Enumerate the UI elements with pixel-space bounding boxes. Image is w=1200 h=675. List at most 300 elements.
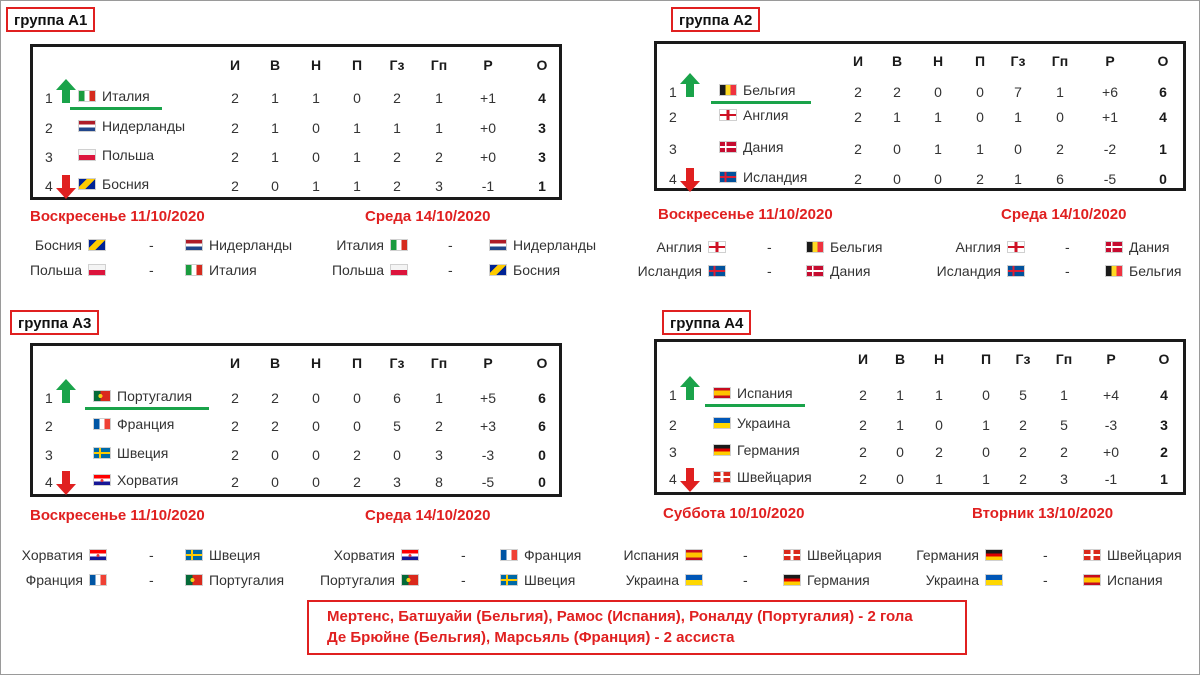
column-header: О xyxy=(1157,53,1169,69)
away-team-name: Бельгия xyxy=(1129,263,1182,279)
home-team-name: Хорватия xyxy=(21,547,83,563)
home-team-name: Испания xyxy=(623,547,679,563)
stat-value: 2 xyxy=(353,447,361,463)
away-team xyxy=(806,239,882,255)
stat-value: -5 xyxy=(1103,171,1117,187)
matchday-title: Суббота 10/10/2020 xyxy=(663,505,805,522)
leader-underline xyxy=(711,101,811,104)
ukraine-flag-icon xyxy=(985,574,1003,586)
column-header: П xyxy=(351,57,363,73)
matchday-title: Среда 14/10/2020 xyxy=(1001,206,1127,223)
stat-value: 1 xyxy=(896,417,904,433)
team-name: Хорватия xyxy=(117,472,179,488)
stat-value: 2 xyxy=(1019,471,1027,487)
column-header: Р xyxy=(1106,351,1116,367)
stat-value: 1 xyxy=(896,387,904,403)
stat-value: +1 xyxy=(480,90,496,106)
home-team xyxy=(638,263,726,279)
stat-value: 0 xyxy=(393,447,401,463)
stat-value: 1 xyxy=(1060,387,1068,403)
stat-value: +0 xyxy=(480,149,496,165)
team-cell xyxy=(93,388,192,404)
versus-dash: - xyxy=(1065,263,1070,279)
stat-value: +0 xyxy=(480,120,496,136)
arrow-down-icon xyxy=(679,167,701,198)
italy-flag-icon xyxy=(390,239,408,251)
stat-value: 0 xyxy=(893,171,901,187)
belgium-flag-icon xyxy=(1105,265,1123,277)
stat-value: 0 xyxy=(896,444,904,460)
stat-value: 2 xyxy=(1019,444,1027,460)
team-cell xyxy=(713,385,793,401)
position-number: 4 xyxy=(669,171,677,187)
points-value: 4 xyxy=(538,90,546,106)
home-team xyxy=(30,262,106,278)
team-name: Швейцария xyxy=(737,469,812,485)
stat-value: 1 xyxy=(934,109,942,125)
team-name: Англия xyxy=(743,107,789,123)
home-team xyxy=(937,263,1025,279)
stat-value: 2 xyxy=(231,474,239,490)
group-label: группа А3 xyxy=(10,310,99,335)
stat-value: 0 xyxy=(935,417,943,433)
team-name: Франция xyxy=(117,416,175,432)
stat-value: 2 xyxy=(976,171,984,187)
home-team-name: Исландия xyxy=(637,263,702,279)
team-name: Испания xyxy=(737,385,793,401)
home-team xyxy=(657,239,726,255)
stat-value: 2 xyxy=(859,387,867,403)
england-flag-icon xyxy=(719,109,737,121)
arrow-up-icon xyxy=(55,378,77,409)
points-value: 1 xyxy=(538,178,546,194)
ukraine-flag-icon xyxy=(685,574,703,586)
versus-dash: - xyxy=(1065,239,1070,255)
stat-value: 0 xyxy=(312,120,320,136)
portugal-flag-icon xyxy=(185,574,203,586)
stat-value: 2 xyxy=(393,178,401,194)
stat-value: 2 xyxy=(935,444,943,460)
points-value: 6 xyxy=(1159,84,1167,100)
stat-value: 2 xyxy=(231,447,239,463)
away-team-name: Испания xyxy=(1107,572,1163,588)
stat-value: 2 xyxy=(231,120,239,136)
points-value: 6 xyxy=(538,418,546,434)
column-header: Гз xyxy=(389,57,405,73)
home-team xyxy=(320,572,419,588)
stat-value: 2 xyxy=(893,84,901,100)
stat-value: -5 xyxy=(481,474,495,490)
stat-value: 1 xyxy=(435,390,443,406)
versus-dash: - xyxy=(743,547,748,563)
away-team-name: Франция xyxy=(524,547,582,563)
croatia-flag-icon xyxy=(401,549,419,561)
versus-dash: - xyxy=(149,237,154,253)
stat-value: 2 xyxy=(854,84,862,100)
team-cell xyxy=(719,82,795,98)
stat-value: 1 xyxy=(353,149,361,165)
stat-value: 2 xyxy=(859,444,867,460)
stat-value: +3 xyxy=(480,418,496,434)
spain-flag-icon xyxy=(713,387,731,399)
away-team xyxy=(500,547,581,563)
stat-value: -2 xyxy=(1103,141,1117,157)
stat-value: 2 xyxy=(231,390,239,406)
stat-value: 2 xyxy=(859,417,867,433)
stat-value: 0 xyxy=(893,141,901,157)
position-number: 1 xyxy=(45,90,53,106)
stat-value: 1 xyxy=(353,178,361,194)
stat-value: 0 xyxy=(271,178,279,194)
group-label: группа А2 xyxy=(671,7,760,32)
home-team-name: Исландия xyxy=(936,263,1001,279)
home-team-name: Италия xyxy=(336,237,384,253)
stat-value: -1 xyxy=(1104,471,1118,487)
column-header: О xyxy=(536,355,548,371)
home-team xyxy=(916,547,1003,563)
arrow-down-icon xyxy=(55,174,77,205)
stat-value: 1 xyxy=(353,120,361,136)
away-team xyxy=(783,572,870,588)
team-name: Польша xyxy=(102,147,155,163)
away-team xyxy=(500,572,575,588)
versus-dash: - xyxy=(743,572,748,588)
away-team xyxy=(783,547,882,563)
sweden-flag-icon xyxy=(185,549,203,561)
team-cell xyxy=(719,139,783,155)
top-scorers-box xyxy=(307,600,967,655)
stat-value: 1 xyxy=(271,120,279,136)
team-name: Дания xyxy=(743,139,784,155)
column-header: П xyxy=(351,355,363,371)
sweden-flag-icon xyxy=(500,574,518,586)
team-name: Швеция xyxy=(117,445,169,461)
team-name: Исландия xyxy=(743,169,808,185)
away-team-name: Италия xyxy=(209,262,257,278)
denmark-flag-icon xyxy=(1105,241,1123,253)
away-team-name: Нидерланды xyxy=(513,237,597,253)
team-name: Португалия xyxy=(117,388,193,404)
column-header: Гп xyxy=(1051,53,1069,69)
stat-value: 0 xyxy=(353,418,361,434)
home-team xyxy=(623,547,703,563)
team-cell xyxy=(93,472,178,488)
home-team xyxy=(336,237,408,253)
germany-flag-icon xyxy=(713,444,731,456)
leader-underline xyxy=(70,107,162,110)
team-cell xyxy=(713,469,812,485)
position-number: 3 xyxy=(45,149,53,165)
stat-value: 7 xyxy=(1014,84,1022,100)
croatia-flag-icon xyxy=(89,549,107,561)
stat-value: 1 xyxy=(982,417,990,433)
belgium-flag-icon xyxy=(719,84,737,96)
position-number: 1 xyxy=(669,84,677,100)
team-cell xyxy=(713,442,800,458)
stat-value: 1 xyxy=(982,471,990,487)
position-number: 2 xyxy=(669,109,677,125)
netherlands-flag-icon xyxy=(185,239,203,251)
column-header: В xyxy=(269,355,281,371)
home-team-name: Португалия xyxy=(319,572,395,588)
column-header: Н xyxy=(310,355,322,371)
team-cell xyxy=(78,176,149,192)
stat-value: 6 xyxy=(393,390,401,406)
england-flag-icon xyxy=(1007,241,1025,253)
versus-dash: - xyxy=(149,262,154,278)
home-team-name: Украина xyxy=(625,572,679,588)
bosnia-flag-icon xyxy=(78,178,96,190)
group-label: группа А1 xyxy=(6,7,95,32)
home-team-name: Хорватия xyxy=(333,547,395,563)
poland-flag-icon xyxy=(390,264,408,276)
stat-value: 0 xyxy=(934,171,942,187)
stat-value: 0 xyxy=(271,474,279,490)
position-number: 2 xyxy=(45,418,53,434)
column-header: Р xyxy=(483,355,493,371)
stat-value: 0 xyxy=(312,149,320,165)
position-number: 2 xyxy=(45,120,53,136)
away-team xyxy=(1083,547,1182,563)
sweden-flag-icon xyxy=(93,447,111,459)
stat-value: 2 xyxy=(393,90,401,106)
stat-value: 2 xyxy=(231,149,239,165)
away-team xyxy=(185,547,260,563)
stat-value: 1 xyxy=(934,141,942,157)
stat-value: 1 xyxy=(435,90,443,106)
column-header: О xyxy=(536,57,548,73)
points-value: 3 xyxy=(538,149,546,165)
france-flag-icon xyxy=(500,549,518,561)
points-value: 0 xyxy=(538,447,546,463)
points-value: 3 xyxy=(538,120,546,136)
column-header: Р xyxy=(1105,53,1115,69)
team-cell xyxy=(93,445,168,461)
stat-value: -1 xyxy=(481,178,495,194)
poland-flag-icon xyxy=(78,149,96,161)
bosnia-flag-icon xyxy=(88,239,106,251)
switzerland-flag-icon xyxy=(783,549,801,561)
away-team xyxy=(489,262,560,278)
versus-dash: - xyxy=(767,239,772,255)
stat-value: 0 xyxy=(976,109,984,125)
stat-value: 0 xyxy=(896,471,904,487)
matchday-title: Вторник 13/10/2020 xyxy=(972,505,1114,522)
away-team-name: Германия xyxy=(807,572,870,588)
stat-value: 0 xyxy=(1014,141,1022,157)
away-team xyxy=(185,572,284,588)
stat-value: 1 xyxy=(1014,171,1022,187)
stat-value: -3 xyxy=(1104,417,1118,433)
away-team xyxy=(185,262,257,278)
column-header: П xyxy=(980,351,992,367)
stat-value: 0 xyxy=(312,474,320,490)
home-team-name: Англия xyxy=(656,239,702,255)
stat-value: 2 xyxy=(393,149,401,165)
stat-value: 0 xyxy=(353,390,361,406)
points-value: 3 xyxy=(1160,417,1168,433)
away-team-name: Нидерланды xyxy=(209,237,293,253)
stat-value: 1 xyxy=(271,90,279,106)
away-team xyxy=(1105,239,1169,255)
away-team-name: Швейцария xyxy=(1107,547,1182,563)
matchday-title: Среда 14/10/2020 xyxy=(365,208,491,225)
column-header: Гз xyxy=(389,355,405,371)
stat-value: 2 xyxy=(1019,417,1027,433)
iceland-flag-icon xyxy=(1007,265,1025,277)
stat-value: 2 xyxy=(1056,141,1064,157)
column-header: Р xyxy=(483,57,493,73)
arrow-down-icon xyxy=(55,470,77,501)
versus-dash: - xyxy=(1043,547,1048,563)
home-team-name: Украина xyxy=(925,572,979,588)
points-value: 6 xyxy=(538,390,546,406)
home-team-name: Босния xyxy=(34,237,82,253)
away-team-name: Дания xyxy=(1129,239,1170,255)
stat-value: 1 xyxy=(393,120,401,136)
home-team xyxy=(626,572,703,588)
stat-value: 3 xyxy=(435,447,443,463)
stat-value: 0 xyxy=(353,90,361,106)
points-value: 0 xyxy=(1159,171,1167,187)
stat-value: 1 xyxy=(935,471,943,487)
stat-value: 0 xyxy=(934,84,942,100)
column-header: Гп xyxy=(1055,351,1073,367)
position-number: 3 xyxy=(669,444,677,460)
column-header: Н xyxy=(933,351,945,367)
stat-value: 2 xyxy=(1060,444,1068,460)
home-team xyxy=(334,547,419,563)
position-number: 4 xyxy=(45,474,53,490)
stat-value: 2 xyxy=(353,474,361,490)
spain-flag-icon xyxy=(685,549,703,561)
stat-value: 0 xyxy=(312,390,320,406)
away-team xyxy=(185,237,292,253)
team-name: Италия xyxy=(102,88,150,104)
matchday-title: Среда 14/10/2020 xyxy=(365,507,491,524)
italy-flag-icon xyxy=(185,264,203,276)
away-team-name: Швеция xyxy=(209,547,261,563)
scorers-assists-line: Де Брюйне (Бельгия), Марсьяль (Франция) - 2 ассиста xyxy=(327,629,735,646)
switzerland-flag-icon xyxy=(1083,549,1101,561)
italy-flag-icon xyxy=(78,90,96,102)
stat-value: 1 xyxy=(976,141,984,157)
home-team xyxy=(35,237,106,253)
stat-value: 6 xyxy=(1056,171,1064,187)
matchday-title: Воскресенье 11/10/2020 xyxy=(30,208,205,225)
home-team xyxy=(956,239,1025,255)
stat-value: 3 xyxy=(1060,471,1068,487)
stat-value: 1 xyxy=(271,149,279,165)
stat-value: +0 xyxy=(1103,444,1119,460)
arrow-up-icon xyxy=(679,375,701,406)
away-team xyxy=(1105,263,1181,279)
points-value: 0 xyxy=(538,474,546,490)
leader-underline xyxy=(705,404,805,407)
column-header: В xyxy=(894,351,906,367)
away-team-name: Дания xyxy=(830,263,871,279)
versus-dash: - xyxy=(461,547,466,563)
position-number: 3 xyxy=(669,141,677,157)
versus-dash: - xyxy=(149,547,154,563)
leader-underline xyxy=(85,407,209,410)
team-cell xyxy=(78,147,154,163)
home-team xyxy=(22,547,107,563)
stat-value: 2 xyxy=(435,418,443,434)
arrow-down-icon xyxy=(679,467,701,498)
team-cell xyxy=(713,415,790,431)
position-number: 1 xyxy=(669,387,677,403)
stat-value: -3 xyxy=(481,447,495,463)
portugal-flag-icon xyxy=(93,390,111,402)
away-team-name: Швеция xyxy=(524,572,576,588)
versus-dash: - xyxy=(448,262,453,278)
column-header: П xyxy=(974,53,986,69)
stat-value: 2 xyxy=(271,390,279,406)
away-team xyxy=(489,237,596,253)
iceland-flag-icon xyxy=(708,265,726,277)
stat-value: 2 xyxy=(231,178,239,194)
home-team xyxy=(926,572,1003,588)
away-team-name: Швейцария xyxy=(807,547,882,563)
stat-value: 0 xyxy=(271,447,279,463)
home-team-name: Франция xyxy=(25,572,83,588)
team-name: Бельгия xyxy=(743,82,796,98)
stat-value: 2 xyxy=(854,109,862,125)
away-team-name: Португалия xyxy=(209,572,285,588)
points-value: 2 xyxy=(1160,444,1168,460)
versus-dash: - xyxy=(149,572,154,588)
england-flag-icon xyxy=(708,241,726,253)
denmark-flag-icon xyxy=(719,141,737,153)
portugal-flag-icon xyxy=(401,574,419,586)
team-cell xyxy=(719,169,807,185)
team-name: Босния xyxy=(102,176,150,192)
stat-value: +6 xyxy=(1102,84,1118,100)
poland-flag-icon xyxy=(88,264,106,276)
stat-value: 0 xyxy=(982,387,990,403)
team-name: Германия xyxy=(737,442,800,458)
stat-value: +5 xyxy=(480,390,496,406)
team-name: Нидерланды xyxy=(102,118,186,134)
stat-value: +1 xyxy=(1102,109,1118,125)
team-cell xyxy=(93,416,174,432)
france-flag-icon xyxy=(93,418,111,430)
versus-dash: - xyxy=(448,237,453,253)
stat-value: 1 xyxy=(935,387,943,403)
stat-value: 0 xyxy=(312,447,320,463)
stat-value: 1 xyxy=(312,90,320,106)
home-team-name: Англия xyxy=(955,239,1001,255)
stat-value: 2 xyxy=(854,141,862,157)
switzerland-flag-icon xyxy=(713,471,731,483)
column-header: В xyxy=(269,57,281,73)
stat-value: 1 xyxy=(435,120,443,136)
matchday-title: Воскресенье 11/10/2020 xyxy=(658,206,833,223)
stat-value: 2 xyxy=(435,149,443,165)
group-label: группа А4 xyxy=(662,310,751,335)
points-value: 1 xyxy=(1160,471,1168,487)
arrow-up-icon xyxy=(55,78,77,109)
away-team-name: Босния xyxy=(513,262,561,278)
netherlands-flag-icon xyxy=(78,120,96,132)
column-header: И xyxy=(229,355,241,371)
column-header: О xyxy=(1158,351,1170,367)
home-team-name: Германия xyxy=(916,547,979,563)
column-header: В xyxy=(891,53,903,69)
spain-flag-icon xyxy=(1083,574,1101,586)
home-team xyxy=(26,572,107,588)
